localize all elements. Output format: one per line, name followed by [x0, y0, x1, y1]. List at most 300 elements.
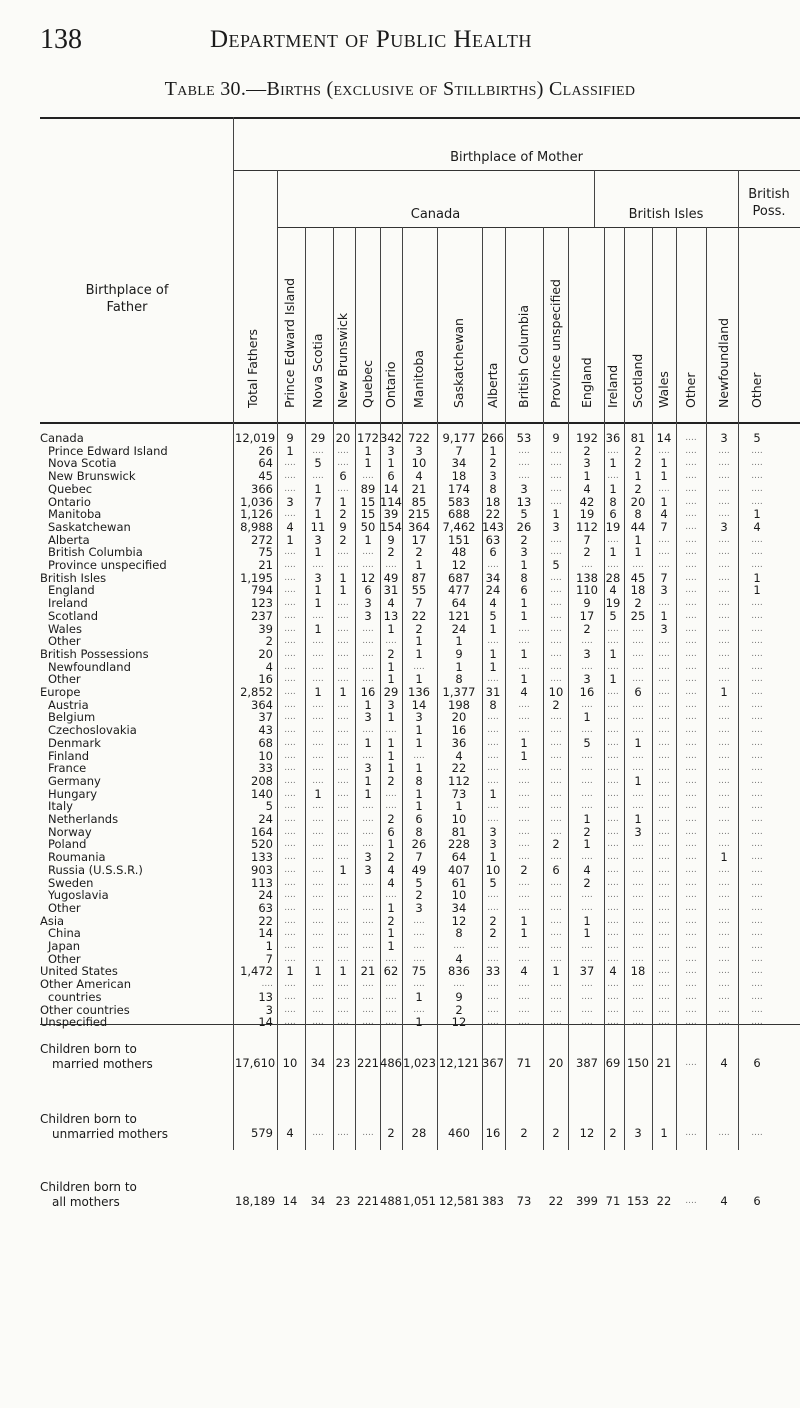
table-cell: 87 [411, 570, 427, 585]
table-cell: .... [385, 1004, 397, 1015]
table-cell: .... [337, 648, 349, 659]
table-cell: 1 [314, 545, 322, 560]
row-label: Russia (U.S.S.R.) [48, 862, 143, 877]
table-cell: 1 [286, 964, 294, 979]
table-cell: .... [751, 775, 763, 786]
table-cell: .... [581, 775, 593, 786]
table-cell: 2 [583, 443, 591, 458]
table-cell: .... [581, 636, 593, 647]
table-cell: 13 [258, 989, 273, 1004]
table-cell: 3 [364, 608, 372, 623]
table-cell: .... [550, 610, 562, 621]
table-cell: .... [337, 814, 349, 824]
table-cell: 4 [609, 964, 617, 979]
table-cell: .... [607, 788, 619, 799]
table-cell: 4 [455, 951, 463, 966]
table-cell: .... [487, 953, 499, 964]
row-label: Belgium [48, 710, 96, 725]
table-cell: 34 [485, 570, 501, 585]
row-label: countries [48, 989, 102, 1004]
table-cell: 4 [660, 507, 668, 522]
table-cell: .... [385, 991, 397, 1002]
row-label: Province unspecified [48, 558, 167, 572]
table-cell: 688 [448, 507, 470, 522]
column-rule [624, 227, 625, 1150]
table-cell: .... [751, 674, 763, 685]
table-cell: .... [312, 661, 324, 672]
table-cell: .... [685, 852, 697, 863]
table-cell: .... [607, 902, 619, 913]
table-cell: .... [685, 661, 697, 672]
running-head: Department of Public Health [210, 26, 532, 53]
table-cell: 12,019 [235, 431, 276, 445]
table-cell: 1 [387, 456, 395, 471]
row-label: Unspecified [40, 1015, 108, 1030]
table-cell: .... [607, 890, 619, 901]
table-cell: 9 [455, 989, 463, 1004]
table-cell: .... [518, 458, 530, 469]
table-cell: 1 [387, 748, 395, 763]
table-cell: 1 [364, 697, 372, 712]
table-cell: .... [337, 737, 349, 748]
table-cell: .... [658, 801, 670, 812]
table-cell: 6 [387, 469, 395, 484]
row-label: Saskatchewan [48, 519, 131, 534]
table-cell: 4 [520, 964, 528, 979]
table-cell: 342 [380, 431, 402, 445]
table-cell: 7 [583, 532, 591, 547]
table-cell: .... [518, 902, 530, 913]
summary-cell: 579 [251, 1126, 273, 1140]
table-cell: 138 [576, 570, 598, 585]
table-cell: 1 [520, 672, 528, 687]
table-cell: 20 [630, 494, 646, 509]
summary-cell: 6 [753, 1194, 761, 1208]
table-cell: .... [312, 979, 324, 990]
summary-cell: 2 [552, 1126, 560, 1140]
table-cell: .... [312, 712, 324, 723]
table-cell: 5 [753, 431, 761, 445]
table-cell: .... [685, 598, 697, 609]
table-cell: .... [658, 788, 670, 799]
table-cell: 1 [364, 456, 372, 471]
table-cell: 1 [583, 913, 591, 928]
row-label: Japan [48, 939, 81, 953]
table-cell: 1 [489, 443, 497, 458]
table-cell: .... [362, 801, 374, 812]
table-cell: .... [453, 979, 465, 990]
summary-label: Children born to [40, 1112, 137, 1126]
table-cell: .... [337, 750, 349, 761]
table-cell: .... [607, 712, 619, 723]
table-cell: .... [751, 928, 763, 939]
table-cell: .... [718, 737, 730, 748]
column-header: Newfoundland [716, 317, 731, 408]
table-cell: .... [718, 991, 730, 1002]
table-cell: 1 [387, 710, 395, 725]
table-cell: 1 [387, 837, 395, 852]
table-cell: .... [632, 725, 644, 736]
table-cell: .... [487, 775, 499, 786]
table-cell: .... [312, 1017, 324, 1028]
table-cell: 3 [314, 570, 322, 585]
table-cell: .... [658, 991, 670, 1002]
summary-cell: 153 [627, 1194, 649, 1208]
header-bottom-rule [40, 422, 800, 424]
table-cell: .... [581, 991, 593, 1002]
table-cell: .... [718, 560, 730, 570]
row-label: Scotland [48, 608, 98, 623]
table-cell: .... [607, 699, 619, 710]
table-cell: 20 [335, 431, 351, 445]
table-cell: 12 [360, 570, 376, 585]
table-cell: .... [718, 763, 730, 774]
row-label: Other [48, 900, 81, 915]
table-cell: .... [487, 674, 499, 685]
table-cell: .... [751, 534, 763, 545]
table-cell: .... [337, 915, 349, 926]
table-cell: 37 [258, 710, 273, 725]
table-cell: .... [337, 610, 349, 621]
table-cell: .... [718, 699, 730, 710]
table-cell: 1 [339, 685, 347, 699]
table-cell: 1 [387, 621, 395, 636]
summary-cell: .... [312, 1128, 324, 1138]
summary-cell: 460 [448, 1126, 470, 1140]
table-cell: .... [718, 623, 730, 634]
table-cell: .... [550, 928, 562, 939]
table-cell: .... [607, 623, 619, 634]
table-cell: .... [685, 699, 697, 710]
table-cell: 1 [489, 659, 497, 674]
table-cell: .... [518, 636, 530, 647]
table-cell: 1 [660, 469, 668, 484]
table-cell: .... [718, 814, 730, 824]
table-cell: .... [751, 737, 763, 748]
table-cell: .... [607, 953, 619, 964]
table-cell: .... [550, 471, 562, 482]
table-cell: .... [550, 585, 562, 596]
table-cell: .... [550, 788, 562, 799]
table-cell: 19 [605, 596, 621, 611]
table-cell: .... [385, 953, 397, 964]
table-cell: 7 [265, 951, 273, 966]
table-cell: 1 [286, 532, 294, 547]
table-cell: .... [632, 699, 644, 710]
table-cell: 33 [485, 964, 501, 979]
table-cell: 75 [258, 545, 273, 560]
row-label: United States [40, 964, 118, 979]
table-cell: 1 [314, 507, 322, 522]
table-cell: .... [632, 953, 644, 964]
table-cell: 1 [455, 634, 463, 649]
table-cell: 1 [364, 735, 372, 750]
table-cell: 8 [609, 494, 617, 509]
subgroup-british-poss: British Poss. [748, 187, 790, 219]
table-cell: 1 [609, 672, 617, 687]
table-cell: 73 [451, 786, 467, 801]
table-cell: .... [550, 623, 562, 634]
table-cell: .... [751, 623, 763, 634]
summary-cell: 17,610 [235, 1056, 276, 1070]
summary-cell: 1,051 [403, 1194, 436, 1208]
summary-cell: 221 [357, 1194, 379, 1208]
row-label: New Brunswick [48, 469, 136, 484]
table-cell: 4 [286, 519, 294, 534]
column-header: Manitoba [411, 350, 426, 408]
row-label: Wales [48, 621, 82, 636]
table-cell: 1 [339, 583, 347, 598]
table-cell: 2 [552, 697, 560, 712]
table-cell: .... [312, 902, 324, 913]
table-cell: .... [751, 661, 763, 672]
table-cell: .... [685, 496, 697, 507]
row-label: Austria [48, 697, 89, 712]
table-cell: .... [751, 953, 763, 964]
table-cell: .... [607, 928, 619, 939]
table-cell: .... [337, 839, 349, 850]
table-cell: 8 [415, 773, 423, 788]
table-cell: 8 [634, 507, 642, 522]
table-cell: .... [312, 775, 324, 786]
table-cell: 6 [634, 685, 642, 699]
table-cell: .... [718, 547, 730, 558]
table-cell: .... [312, 991, 324, 1002]
row-label: Prince Edward Island [48, 443, 168, 458]
table-cell: .... [658, 839, 670, 850]
table-cell: 8 [489, 697, 497, 712]
table-cell: .... [718, 712, 730, 723]
table-cell: .... [607, 941, 619, 951]
table-cell: 477 [448, 583, 470, 598]
table-cell: .... [632, 915, 644, 926]
row-label: Poland [48, 837, 87, 852]
table-cell: .... [518, 725, 530, 736]
table-cell: 2 [489, 456, 497, 471]
table-cell: .... [685, 483, 697, 494]
table-cell: 81 [451, 824, 467, 839]
table-cell: 266 [482, 431, 504, 445]
table-cell: .... [487, 636, 499, 647]
table-cell: .... [581, 890, 593, 901]
summary-cell: 21 [656, 1056, 672, 1070]
table-cell: .... [718, 509, 730, 520]
table-cell: .... [607, 915, 619, 926]
table-cell: .... [658, 775, 670, 786]
table-cell: 9 [339, 519, 347, 534]
table-cell: .... [685, 839, 697, 850]
table-cell: 2 [265, 634, 273, 649]
table-cell: .... [685, 674, 697, 685]
table-cell: .... [284, 725, 296, 736]
table-cell: .... [751, 712, 763, 723]
table-cell: .... [607, 979, 619, 990]
table-cell: .... [337, 826, 349, 837]
column-header: Province unspecified [548, 279, 563, 408]
summary-cell: 71 [516, 1056, 532, 1070]
table-cell: 14 [258, 1015, 273, 1030]
table-cell: 1 [634, 545, 642, 560]
table-cell: .... [487, 763, 499, 774]
table-cell: .... [632, 763, 644, 774]
table-cell: .... [362, 547, 374, 558]
table-cell: .... [751, 636, 763, 647]
table-cell: .... [658, 737, 670, 748]
table-cell: 39 [383, 507, 399, 522]
table-cell: 2 [415, 621, 423, 636]
table-cell: .... [284, 928, 296, 939]
table-cell: 3 [265, 1002, 273, 1017]
summary-label: all mothers [52, 1195, 120, 1209]
table-cell: .... [632, 636, 644, 647]
table-cell: 22 [258, 913, 273, 928]
table-cell: 4 [415, 469, 423, 484]
table-cell: .... [751, 915, 763, 926]
summary-cell: 150 [627, 1056, 649, 1070]
table-cell: .... [658, 483, 670, 494]
table-top-rule [40, 117, 800, 119]
row-label: Yugoslavia [48, 888, 109, 903]
table-cell: .... [385, 979, 397, 990]
table-cell: .... [718, 1004, 730, 1015]
row-label: Roumania [48, 850, 106, 865]
table-cell: 3 [415, 710, 423, 725]
table-cell: 3 [489, 469, 497, 484]
column-header: Total Fathers [245, 328, 260, 408]
table-cell: .... [284, 699, 296, 710]
row-label: British Isles [40, 570, 107, 585]
table-cell: .... [751, 801, 763, 812]
row-label: Finland [48, 748, 90, 763]
table-cell: .... [632, 991, 644, 1002]
table-cell: .... [550, 801, 562, 812]
table-cell: .... [518, 661, 530, 672]
table-cell: .... [632, 648, 644, 659]
table-cell: .... [550, 902, 562, 913]
row-label: Quebec [48, 481, 93, 496]
table-cell: 687 [448, 570, 470, 585]
table-cell: .... [413, 953, 425, 964]
table-cell: .... [518, 941, 530, 951]
table-cell: .... [607, 1004, 619, 1015]
row-label: Other [48, 672, 81, 687]
table-cell: .... [718, 953, 730, 964]
table-cell: 16 [258, 672, 273, 687]
table-cell: 6 [489, 545, 497, 560]
table-cell: 19 [605, 519, 621, 534]
table-cell: .... [658, 979, 670, 990]
table-cell: .... [751, 750, 763, 761]
table-cell: .... [632, 623, 644, 634]
table-cell: .... [550, 1004, 562, 1015]
summary-cell: 12,581 [438, 1194, 480, 1208]
table-cell: .... [658, 814, 670, 824]
table-cell: .... [337, 979, 349, 990]
table-cell: .... [581, 1017, 593, 1028]
table-cell: .... [632, 852, 644, 863]
table-cell: .... [607, 814, 619, 824]
table-cell: .... [312, 674, 324, 685]
table-cell: 42 [579, 494, 595, 509]
table-cell: .... [518, 814, 530, 824]
table-cell: 24 [258, 888, 273, 903]
table-cell: .... [658, 902, 670, 913]
table-cell: .... [337, 763, 349, 774]
table-cell: .... [312, 471, 324, 482]
table-cell: .... [685, 941, 697, 951]
table-cell: 140 [251, 786, 273, 801]
table-cell: 20 [258, 646, 273, 661]
row-label: Other American [40, 977, 132, 992]
table-cell: .... [658, 953, 670, 964]
table-cell: .... [685, 471, 697, 482]
table-cell: 364 [408, 519, 430, 534]
table-cell: 836 [448, 964, 470, 979]
summary-cell: 399 [576, 1194, 598, 1208]
table-cell: 37 [579, 964, 595, 979]
table-cell: 1 [520, 558, 528, 572]
table-cell: 114 [380, 494, 402, 509]
table-cell: .... [550, 750, 562, 761]
table-cell: .... [751, 610, 763, 621]
table-cell: 1 [609, 646, 617, 661]
table-cell: .... [284, 801, 296, 812]
table-cell: 1 [753, 583, 761, 598]
summary-cell: .... [337, 1128, 349, 1138]
row-label: Nova Scotia [48, 456, 117, 471]
table-cell: 2 [583, 824, 591, 839]
table-cell: .... [718, 801, 730, 812]
table-cell: .... [685, 915, 697, 926]
summary-cell: 383 [482, 1194, 504, 1208]
table-cell: .... [718, 674, 730, 685]
table-cell: .... [751, 941, 763, 951]
row-label: Europe [40, 685, 81, 699]
table-cell: .... [337, 725, 349, 736]
summary-cell: 2 [387, 1126, 395, 1140]
table-cell: 63 [258, 900, 273, 915]
table-cell: 1 [314, 583, 322, 598]
table-cell: 112 [448, 773, 470, 788]
table-cell: .... [337, 636, 349, 647]
table-cell: .... [337, 547, 349, 558]
table-cell: .... [518, 1017, 530, 1028]
table-cell: 3 [364, 850, 372, 865]
table-cell: 12 [451, 1015, 467, 1030]
table-cell: .... [518, 839, 530, 850]
table-cell: .... [413, 915, 425, 926]
table-cell: .... [581, 763, 593, 774]
table-cell: .... [284, 585, 296, 596]
table-cell: 1 [660, 608, 668, 623]
table-cell: 1 [364, 532, 372, 547]
table-cell: .... [607, 775, 619, 786]
table-cell: 7 [314, 494, 322, 509]
table-cell: .... [337, 788, 349, 799]
summary-cell: 3 [634, 1126, 642, 1140]
table-cell: 8,988 [240, 519, 273, 534]
table-cell: .... [362, 636, 374, 647]
table-cell: 1 [286, 443, 294, 458]
table-cell: 1 [314, 481, 322, 496]
table-cell: 3 [415, 443, 423, 458]
table-cell: .... [685, 725, 697, 736]
table-cell: 174 [448, 481, 470, 496]
table-cell: 1 [314, 786, 322, 801]
table-cell: 1 [489, 850, 497, 865]
table-cell: .... [284, 877, 296, 888]
row-label: Alberta [48, 532, 90, 547]
